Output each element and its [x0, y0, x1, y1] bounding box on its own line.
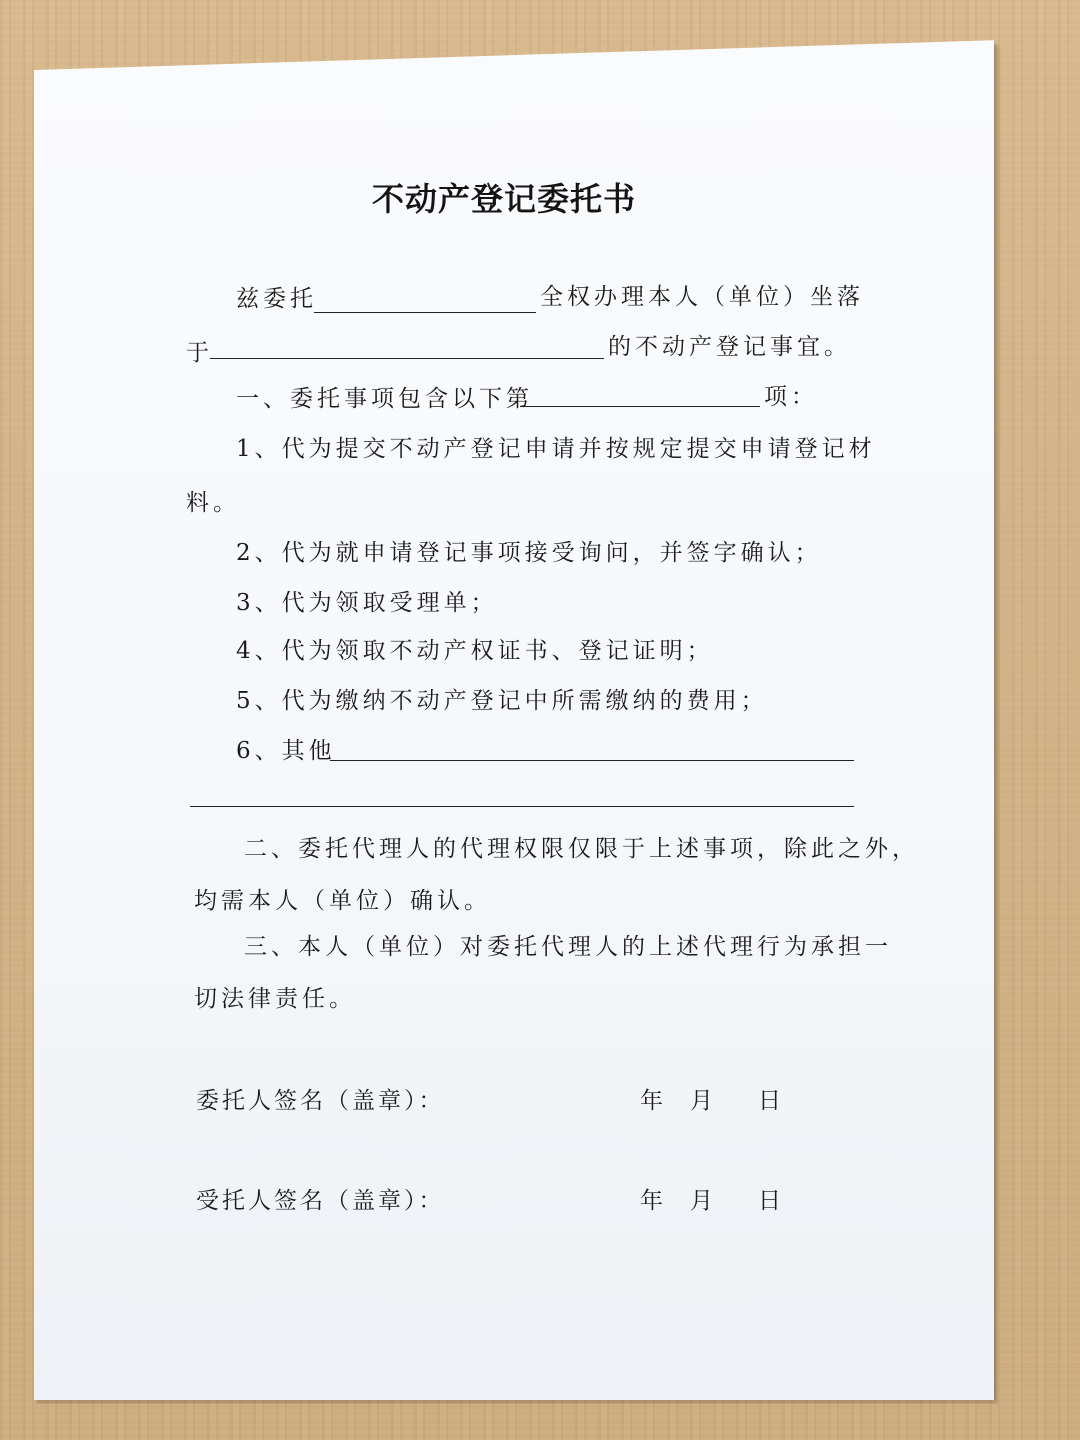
section3-line1: 三、本人（单位）对委托代理人的上述代理行为承担一	[244, 934, 892, 960]
item6-prefix: 6、其他	[236, 738, 336, 764]
para1-suffix: 全权办理本人（单位）坐落	[540, 284, 864, 310]
item1-line2: 料。	[186, 490, 240, 516]
document-title: 不动产登记委托书	[372, 180, 637, 218]
agent-date-year: 年	[640, 1188, 663, 1214]
agent-date-day: 日	[758, 1188, 781, 1214]
item1-line1: 1、代为提交不动产登记申请并按规定提交申请登记材	[236, 436, 876, 462]
section1-heading-suffix: 项：	[764, 384, 818, 410]
para1-line2-suffix: 的不动产登记事宜。	[608, 334, 851, 360]
other-items-blank-2[interactable]	[190, 806, 854, 807]
agent-name-blank[interactable]	[314, 312, 536, 313]
item3: 3、代为领取受理单；	[236, 590, 498, 616]
section2-line1: 二、委托代理人的代理权限仅限于上述事项，除此之外，	[244, 836, 919, 862]
item4: 4、代为领取不动产权证书、登记证明；	[236, 638, 714, 664]
principal-date-day: 日	[758, 1088, 781, 1114]
agent-signature-label: 受托人签名（盖章）：	[196, 1188, 445, 1214]
principal-date-month: 月	[690, 1088, 713, 1114]
section1-heading-prefix: 一、委托事项包含以下第	[236, 386, 533, 412]
item5: 5、代为缴纳不动产登记中所需缴纳的费用；	[236, 688, 768, 714]
principal-signature-label: 委托人签名（盖章）：	[196, 1088, 445, 1114]
item2: 2、代为就申请登记事项接受询问，并签字确认；	[236, 540, 822, 566]
item-number-blank[interactable]	[520, 406, 760, 407]
para1-prefix: 兹委托	[236, 286, 317, 312]
property-location-blank[interactable]	[210, 358, 604, 359]
other-items-blank-1[interactable]	[330, 760, 854, 761]
agent-date-month: 月	[690, 1188, 713, 1214]
section3-line2: 切法律责任。	[194, 986, 356, 1012]
document-page	[34, 40, 994, 1400]
para1-line2-prefix: 于	[186, 340, 213, 366]
section2-line2: 均需本人（单位）确认。	[194, 888, 491, 914]
principal-date-year: 年	[640, 1088, 663, 1114]
